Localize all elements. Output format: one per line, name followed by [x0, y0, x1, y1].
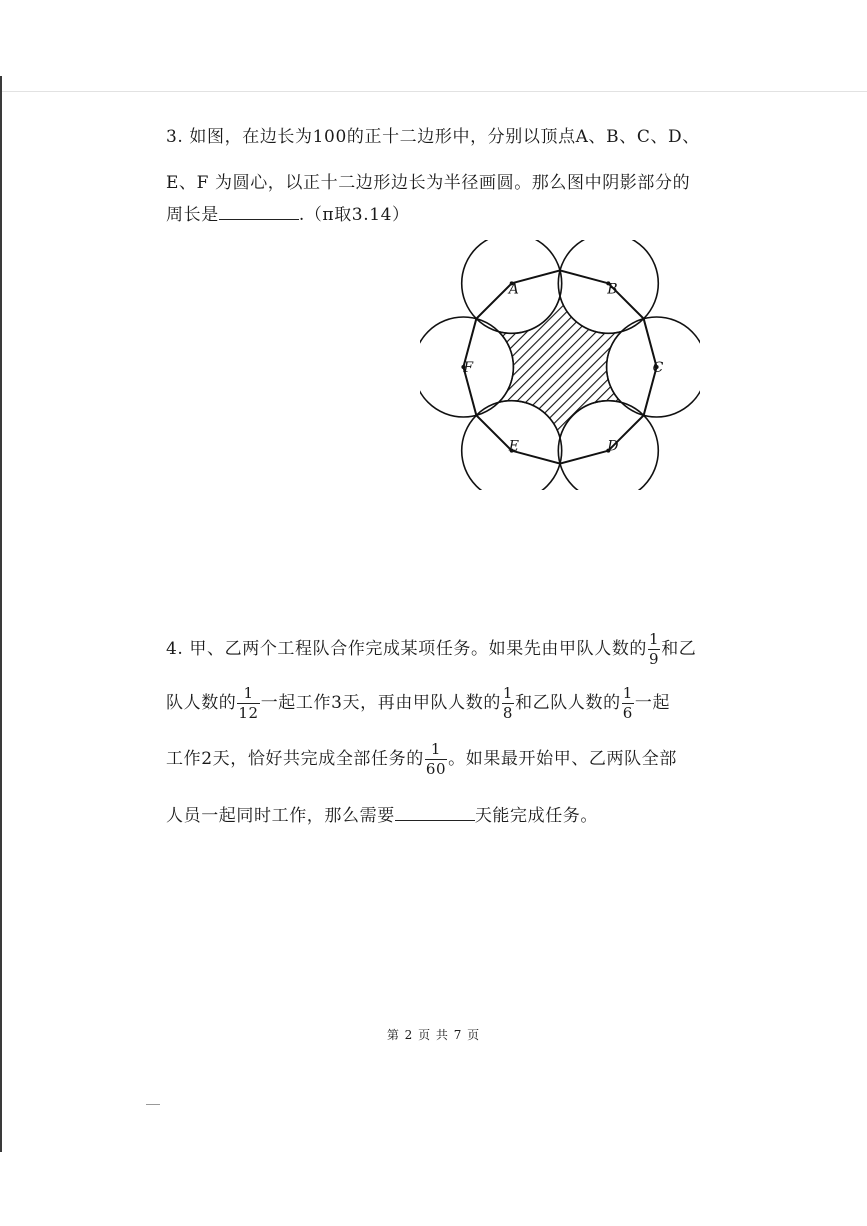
frac-num: 1	[237, 686, 259, 704]
page-left-edge	[0, 76, 2, 1152]
q3-line-2: E、F 为圆心，以正十二边形边长为半径画圆。那么图中阴影部分的	[166, 173, 691, 193]
frac-num: 1	[425, 742, 447, 760]
q4-line-2-d: 一起	[634, 693, 671, 713]
vertex-label-d: D	[607, 438, 619, 455]
q3-line-3-text: 周长是	[166, 205, 219, 225]
frac-num: 1	[649, 630, 660, 648]
dodecagon-circles-figure	[420, 240, 700, 490]
q4-line-4-tail: 天能完成任务。	[474, 806, 599, 826]
frac-den: 6	[622, 704, 633, 722]
page-top-rule	[0, 91, 867, 92]
fraction-one-sixth	[622, 686, 634, 721]
q4-line-2-a: 队人数的	[166, 693, 237, 713]
vertex-label-a: A	[508, 281, 519, 298]
q4-line-3-a: 工作2天，恰好共完成全部任务的	[166, 749, 424, 769]
fraction-one-sixtieth	[425, 742, 447, 777]
vertex-label-e: E	[508, 438, 519, 455]
fraction-one-ninth	[648, 632, 660, 667]
q4-line-1-text: 4. 甲、乙两个工程队合作完成某项任务。如果先由甲队人数的	[166, 639, 648, 659]
vertex-label-c: C	[652, 360, 664, 376]
q4-line-3-b: 。如果最开始甲、乙两队全部	[448, 749, 677, 769]
fraction-one-eighth	[502, 686, 514, 721]
q3-line-1: 3. 如图，在边长为100的正十二边形中，分别以顶点A、B、C、D、	[166, 127, 700, 147]
q3-line-3	[166, 200, 726, 225]
vertex-label-f: F	[463, 360, 474, 376]
q4-line-4	[166, 801, 726, 826]
vertex-label-b: B	[607, 281, 618, 298]
q3-line-3-tail: .（π取3.14）	[298, 205, 410, 225]
frac-num: 1	[622, 684, 633, 702]
frac-den: 12	[238, 704, 259, 722]
q4-line-2-c: 和乙队人数的	[515, 693, 621, 713]
q4-line-1-tail: 和乙	[661, 639, 697, 659]
q4-line-4-text: 人员一起同时工作，那么需要	[166, 806, 395, 826]
q4-line-2-b: 一起工作3天，再由甲队人数的	[260, 693, 501, 713]
q4-line-1	[166, 632, 726, 667]
frac-num: 1	[502, 684, 514, 702]
fraction-one-twelfth	[237, 686, 259, 721]
frac-den: 8	[502, 704, 514, 722]
margin-dash	[146, 1104, 160, 1105]
q4-line-2	[166, 686, 726, 721]
q4-line-3	[166, 742, 726, 777]
page-footer: 第 2 页 共 7 页	[386, 1028, 481, 1042]
q4-answer-blank[interactable]	[395, 802, 475, 821]
shaded-region	[499, 296, 622, 437]
frac-den: 60	[425, 760, 447, 778]
frac-den: 9	[649, 650, 660, 668]
q3-answer-blank[interactable]	[219, 201, 299, 220]
